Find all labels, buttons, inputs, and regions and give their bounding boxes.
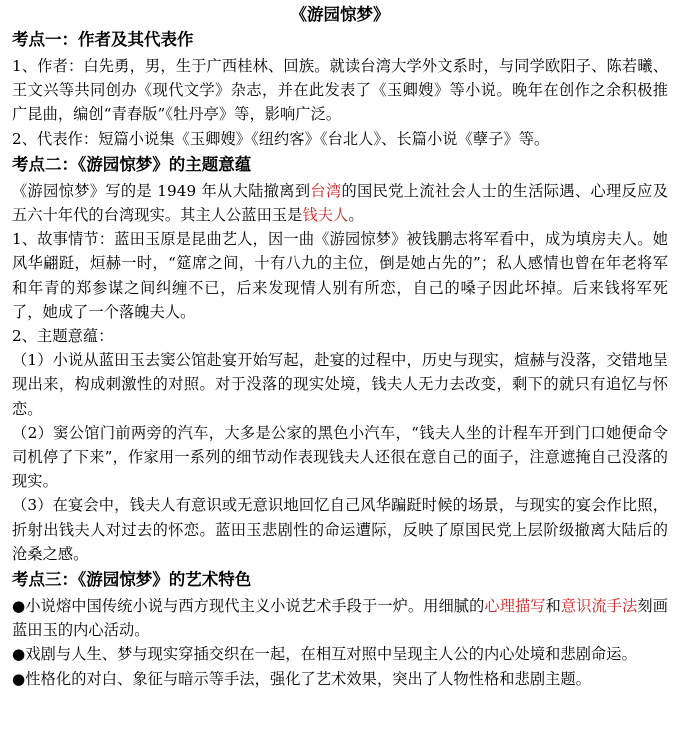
text-run: 2、代表作：短篇小说集《玉卿嫂》《纽约客》《台北人》、长篇小说《孽子》等。 bbox=[12, 129, 550, 148]
section-heading: 考点三：《游园惊梦》的艺术特色 bbox=[12, 570, 252, 590]
text-run: 和 bbox=[545, 597, 561, 616]
text-run: （2）窦公馆门前两旁的汽车，大多是公家的黑色小汽车，“钱夫人坐的计程车开到门口她便命令司机停了下来”，作家用一系列的细节动作表现钱夫人还很在意自己的面子，注意遮掩自己没落的现实。 bbox=[12, 423, 668, 491]
paragraph bbox=[12, 667, 668, 691]
text-run: 《游园惊梦》写的是 1949 年从大陆撤离到 bbox=[12, 181, 311, 200]
paragraph bbox=[12, 127, 668, 151]
paragraph bbox=[12, 54, 668, 127]
text-run: 2、主题意蕴： bbox=[12, 327, 114, 346]
section-2 bbox=[12, 153, 668, 566]
text-run: ●性格化的对白、象征与暗示等手法，强化了艺术效果，突出了人物性格和悲剧主题。 bbox=[12, 669, 591, 688]
text-run: 的国民党上流社会人士的生活际遇、心理反应及五六十年代的台湾现实。其主人公蓝田玉是 bbox=[12, 181, 668, 225]
highlighted-term: 意识流手法 bbox=[560, 597, 638, 616]
text-run: 1、故事情节：蓝田玉原是昆曲艺人，因一曲《游园惊梦》被钱鹏志将军看中，成为填房夫人。她风华翩跹，烜赫一时，“筵席之间，十有八九的主位，倒是她占先的”；私人感情也曾在年老将军和年青的郑参谋之间纠缠不已，后来发现情人别有所恋，自己的嗓子因此坏掉。后来钱将军死了，她成了一个落魄夫人。 bbox=[12, 230, 668, 321]
document-title: 《游园惊梦》 bbox=[290, 5, 390, 24]
paragraph bbox=[12, 227, 668, 324]
paragraph bbox=[12, 348, 668, 421]
paragraph bbox=[12, 179, 668, 227]
highlighted-term: 钱夫人 bbox=[302, 206, 349, 225]
highlighted-term: 台湾 bbox=[310, 181, 342, 200]
paragraph bbox=[12, 594, 668, 642]
highlighted-term: 心理描写 bbox=[484, 597, 546, 616]
text-run: （3）在宴会中，钱夫人有意识或无意识地回忆自己风华蹁跹时候的场景，与现实的宴会作比照，折射出钱夫人对过去的怀恋。蓝田玉悲剧性的命运遭际，反映了原国民党上层阶级撤离大陆后的沧桑之感。 bbox=[12, 496, 668, 563]
section-1 bbox=[12, 28, 668, 151]
sections-container bbox=[12, 28, 668, 691]
text-run: ●小说熔中国传统小说与西方现代主义小说艺术手段于一炉。用细腻的 bbox=[12, 597, 485, 616]
text-run: 刻画蓝田玉的内心活动。 bbox=[12, 597, 669, 640]
text-run: （1）小说从蓝田玉去窦公馆赴宴开始写起，赴宴的过程中，历史与现实，煊赫与没落，交错地呈现出来，构成刺激性的对照。对于没落的现实处境，钱夫人无力去改变，剩下的就只有追忆与怀恋。 bbox=[12, 351, 668, 418]
section-heading: 考点二：《游园惊梦》的主题意蕴 bbox=[12, 154, 252, 174]
section-3 bbox=[12, 568, 668, 691]
paragraph bbox=[12, 324, 668, 348]
paragraph bbox=[12, 421, 668, 494]
paragraph bbox=[12, 493, 668, 566]
section-heading: 考点一：作者及其代表作 bbox=[12, 30, 194, 49]
paragraph bbox=[12, 642, 668, 666]
text-run: 1、作者：白先勇，男，生于广西桂林、回族。就读台湾大学外文系时，与同学欧阳子、陈若曦、王文兴等共同创办《现代文学》杂志，并在此发表了《玉卿嫂》等小说。晚年在创作之余积极推广昆曲，编创“青春版”《牡丹亭》等，影响广泛。 bbox=[12, 57, 668, 124]
text-run: 。 bbox=[348, 206, 364, 225]
text-run: ●戏剧与人生、梦与现实穿插交织在一起，在相互对照中呈现主人公的内心处境和悲剧命运。 bbox=[12, 645, 637, 664]
